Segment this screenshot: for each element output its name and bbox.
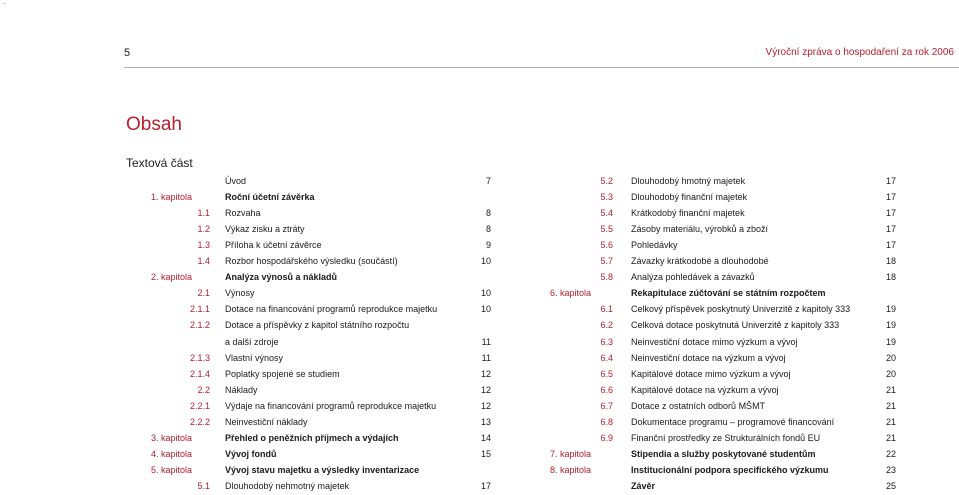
- toc-entry-number: 6.1: [600, 304, 613, 315]
- toc-chapter-label: 8. kapitola: [549, 464, 591, 475]
- toc-page-number: 18: [885, 256, 896, 267]
- toc-page-number: 19: [885, 304, 896, 315]
- toc-page-number: 14: [480, 432, 491, 443]
- toc-entry-number: 6.3: [600, 336, 613, 347]
- toc-entry[interactable]: [140, 286, 494, 300]
- toc-entry-number: 6.8: [600, 416, 613, 427]
- toc-entry-number: 5.3: [600, 192, 613, 203]
- toc-page-number: 9: [485, 240, 491, 251]
- page-title: Obsah: [126, 114, 182, 135]
- toc-entry-title: Vývoj stavu majetku a výsledky inventarizace: [225, 464, 420, 475]
- toc-entry-title: Dotace z ostatních odborů MŠMT: [631, 400, 766, 411]
- toc-page-number: 17: [885, 208, 896, 219]
- toc-entry-title: Příloha k účetní závěrce: [225, 240, 322, 251]
- page-number: 5: [124, 47, 131, 59]
- toc-entry-title: Roční účetní závěrka: [225, 192, 315, 203]
- toc-entry-title: Neinvestiční dotace na výzkum a vývoj: [631, 352, 786, 363]
- toc-entry-number: 2.2: [197, 384, 210, 395]
- toc-entry-title: Kapitálové dotace na výzkum a vývoj: [631, 384, 779, 395]
- toc-chapter-label: 7. kapitola: [549, 448, 591, 459]
- toc-entry[interactable]: [545, 383, 899, 397]
- toc-page-number: 8: [485, 208, 491, 219]
- toc-entry-number: 1.1: [197, 208, 210, 219]
- toc-chapter-label: 4. kapitola: [150, 448, 192, 459]
- toc-entry-title: Stipendia a služby poskytované studentům: [631, 448, 816, 459]
- toc-entry[interactable]: [545, 447, 899, 461]
- toc-entry-title: Rozvaha: [225, 208, 261, 219]
- toc-entry-title: Vlastní výnosy: [225, 352, 284, 363]
- toc-entry[interactable]: [545, 318, 899, 332]
- toc-entry[interactable]: [545, 351, 899, 365]
- toc-entry-number: 2.1.1: [189, 304, 210, 315]
- toc-page-number: 21: [885, 400, 896, 411]
- toc-entry[interactable]: [545, 174, 899, 188]
- toc-entry[interactable]: [140, 222, 494, 236]
- toc-page-number: 20: [885, 352, 896, 363]
- toc-entry-number: 5.2: [600, 176, 613, 186]
- toc-page-number: 17: [885, 176, 896, 186]
- toc-entry-number: 5.6: [600, 240, 613, 251]
- toc-page-number: 12: [480, 368, 491, 379]
- toc-entry[interactable]: [545, 254, 899, 268]
- toc-entry-title: Krátkodobý finanční majetek: [631, 208, 745, 219]
- toc-entry[interactable]: [545, 238, 899, 252]
- toc-entry-title: Závěr: [631, 480, 656, 491]
- toc-entry-title: Poplatky spojené se studiem: [225, 368, 340, 379]
- toc-entry[interactable]: [545, 222, 899, 236]
- toc-entry-title: Dlouhodobý finanční majetek: [631, 192, 748, 203]
- header-divider: [124, 67, 959, 68]
- toc-entry[interactable]: [140, 254, 494, 268]
- toc-entry[interactable]: [545, 190, 899, 204]
- toc-entry[interactable]: [140, 415, 494, 429]
- section-title: Textová část: [126, 156, 193, 170]
- toc-entry-number: 5.7: [600, 256, 613, 267]
- toc-entry-title: Dokumentace programu – programové financování: [631, 416, 835, 427]
- toc-page-number: 15: [480, 448, 491, 459]
- toc-entry-title: Institucionální podpora specifického výzkumu: [631, 464, 829, 475]
- toc-entry-title: Rekapitulace zúčtování se státním rozpočtem: [631, 288, 826, 299]
- toc-page-number: 22: [885, 448, 896, 459]
- toc-chapter-label: 5. kapitola: [150, 464, 192, 475]
- toc-entry[interactable]: [140, 174, 494, 188]
- toc-entry[interactable]: [140, 270, 494, 284]
- toc-entry-title: Výnosy: [225, 288, 255, 299]
- toc-entry[interactable]: [545, 367, 899, 381]
- toc-entry-title: Analýza výnosů a nákladů: [225, 272, 338, 283]
- toc-entry[interactable]: [140, 318, 494, 332]
- toc-entry-title: Vývoj fondů: [225, 448, 277, 459]
- toc-entry[interactable]: [545, 415, 899, 429]
- toc-chapter-label: 2. kapitola: [150, 272, 192, 283]
- toc-page-number: 25: [885, 480, 896, 491]
- toc-entry-number: 1.2: [197, 224, 210, 235]
- toc-entry[interactable]: [140, 447, 494, 461]
- toc-entry-number: 6.7: [600, 400, 613, 411]
- toc-entry-number: 5.1: [197, 480, 210, 491]
- toc-entry-title: Dlouhodobý hmotný majetek: [631, 176, 746, 186]
- toc-page-number: 8: [485, 224, 491, 235]
- toc-entry-number: 2.2.1: [189, 400, 210, 411]
- toc-entry[interactable]: [545, 431, 899, 445]
- toc-page-number: 11: [481, 336, 491, 347]
- toc-entry[interactable]: [545, 286, 899, 300]
- toc-entry-title: Dlouhodobý nehmotný majetek: [225, 480, 350, 491]
- toc-entry-number: 5.8: [600, 272, 613, 283]
- toc-entry-number: 6.2: [600, 320, 613, 331]
- toc-entry-number: 2.1.3: [189, 352, 210, 363]
- toc-entry[interactable]: [140, 351, 494, 365]
- toc-page-number: 13: [480, 416, 491, 427]
- toc-page-number: 19: [885, 336, 896, 347]
- report-title: Výroční zpráva o hospodaření za rok 2006: [765, 47, 954, 58]
- toc-page-number: 11: [481, 352, 491, 363]
- toc-chapter-label: 3. kapitola: [150, 432, 192, 443]
- toc-entry-title: Úvod: [225, 176, 247, 186]
- toc-entry-number: 6.5: [600, 368, 613, 379]
- toc-entry-title: Přehled o peněžních příjmech a výdajích: [225, 432, 399, 443]
- toc-page-number: 21: [885, 384, 896, 395]
- toc-entry-title: Závazky krátkodobé a dlouhodobé: [631, 256, 769, 267]
- toc-entry-number: 2.1.4: [189, 368, 210, 379]
- toc-entry-number: 2.1.2: [189, 320, 210, 331]
- toc-entry-number: 2.1: [197, 288, 210, 299]
- toc-entry[interactable]: [545, 463, 899, 477]
- toc-page-number: 17: [885, 192, 896, 203]
- toc-page-number: 10: [480, 304, 491, 315]
- toc-entry-number: 6.6: [600, 384, 613, 395]
- toc-page-number: 17: [480, 480, 491, 491]
- toc-entry-number: 1.4: [197, 256, 210, 267]
- toc-page-number: 21: [885, 432, 896, 443]
- toc-entry[interactable]: [140, 399, 494, 413]
- toc-entry[interactable]: [140, 238, 494, 252]
- toc-entry-title: Dotace na financování programů reprodukce majetku: [225, 304, 438, 315]
- corner-mark: [4, 3, 5, 4]
- toc-entry[interactable]: [545, 270, 899, 284]
- toc-entry[interactable]: [140, 190, 494, 204]
- toc-entry[interactable]: [545, 302, 899, 316]
- toc-entry-title: Finanční prostředky ze Strukturálních fondů EU: [631, 432, 821, 443]
- toc-page-number: 12: [480, 384, 491, 395]
- toc-page-number: 12: [480, 400, 491, 411]
- toc-page-number: 10: [480, 288, 491, 299]
- toc-page-number: 10: [480, 256, 491, 267]
- toc-entry-title: Výdaje na financování programů reprodukce majetku: [225, 400, 437, 411]
- toc-entry-number: 2.2.2: [189, 416, 210, 427]
- toc-entry-title: a další zdroje: [225, 336, 279, 347]
- toc-page-number: 21: [885, 416, 896, 427]
- toc-entry-title: Dotace a příspěvky z kapitol státního rozpočtu: [225, 320, 410, 331]
- toc-page-number: 20: [885, 368, 896, 379]
- toc-entry-title: Celková dotace poskytnutá Univerzitě z kapitoly 333: [631, 320, 840, 331]
- toc-chapter-label: 6. kapitola: [549, 288, 591, 299]
- toc-entry[interactable]: [140, 463, 494, 477]
- toc-page-number: 7: [485, 176, 491, 186]
- toc-entry-title: Náklady: [225, 384, 258, 395]
- toc-page-number: 19: [885, 320, 896, 331]
- toc-entry[interactable]: [545, 479, 899, 493]
- toc-entry[interactable]: [140, 479, 494, 493]
- toc-entry[interactable]: [140, 302, 494, 316]
- toc-entry-number: 6.4: [600, 352, 613, 363]
- toc-entry[interactable]: [140, 335, 494, 349]
- toc-entry[interactable]: [140, 383, 494, 397]
- toc-entry[interactable]: [545, 206, 899, 220]
- toc-entry[interactable]: [545, 399, 899, 413]
- toc-entry-number: 5.4: [600, 208, 613, 219]
- toc-chapter-label: 1. kapitola: [150, 192, 192, 203]
- toc-entry-title: Analýza pohledávek a závazků: [631, 272, 755, 283]
- toc-entry[interactable]: [140, 431, 494, 445]
- toc-page-number: 23: [885, 464, 896, 475]
- toc-entry-title: Rozbor hospodářského výsledku (součástí): [225, 256, 398, 267]
- toc-entry-number: 6.9: [600, 432, 613, 443]
- toc-entry[interactable]: [545, 335, 899, 349]
- toc-entry-title: Zásoby materiálu, výrobků a zboží: [631, 224, 769, 235]
- toc-page-number: 17: [885, 240, 896, 251]
- toc-entry-number: 1.3: [197, 240, 210, 251]
- toc-entry-title: Neinvestiční náklady: [225, 416, 308, 427]
- toc-entry-title: Pohledávky: [631, 240, 678, 251]
- toc-entry[interactable]: [140, 367, 494, 381]
- toc-page-number: 17: [885, 224, 896, 235]
- toc-entry-title: Neinvestiční dotace mimo výzkum a vývoj: [631, 336, 798, 347]
- toc-entry-title: Kapitálové dotace mimo výzkum a vývoj: [631, 368, 791, 379]
- toc-entry-title: Celkový příspěvek poskytnutý Univerzitě z kapitoly 333: [631, 304, 851, 315]
- toc-entry[interactable]: [140, 206, 494, 220]
- toc-entry-title: Výkaz zisku a ztráty: [225, 224, 305, 235]
- toc-page-number: 18: [885, 272, 896, 283]
- toc-entry-number: 5.5: [600, 224, 613, 235]
